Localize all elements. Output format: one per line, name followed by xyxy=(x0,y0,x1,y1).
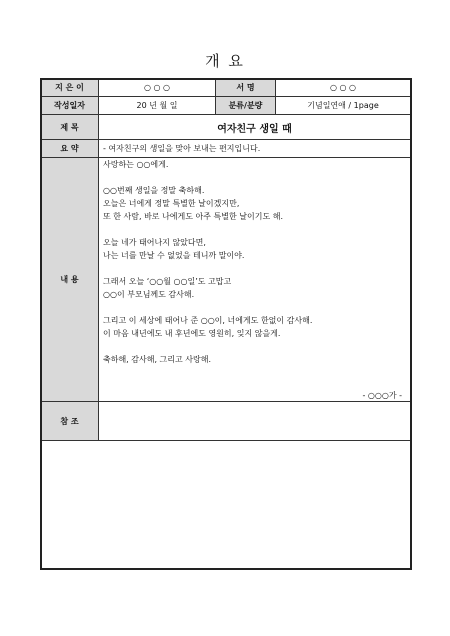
reference-value xyxy=(99,402,411,441)
subject-row xyxy=(41,115,411,140)
letter-line: 그래서 오늘 ‘○○월 ○○일’도 고맙고 xyxy=(103,277,232,286)
summary-value: - 여자친구의 생일을 맞아 보내는 편지입니다. xyxy=(99,140,411,158)
letter-line: 또 한 사람, 바로 나에게도 아주 특별한 날이기도 해. xyxy=(103,212,283,221)
category-label: 분류/분량 xyxy=(216,97,276,115)
category-value: 기념일연애 / 1page xyxy=(276,97,411,115)
letter-gap xyxy=(103,340,406,353)
letter-line: 이 마음 내년에도 내 후년에도 영원히, 잊지 않을게. xyxy=(103,329,281,338)
date-label: 작성일자 xyxy=(41,97,99,115)
letter-line: ○○번째 생일을 정말 축하해. xyxy=(103,186,205,195)
letter-signature: - ○○○가 - xyxy=(362,391,402,400)
reference-row xyxy=(41,402,411,441)
document-title: 개 요 xyxy=(205,52,245,70)
letter-line: 사랑하는 ○○에게. xyxy=(103,160,169,169)
letter-line: 나는 너를 만날 수 없었을 테니까 말이야. xyxy=(103,251,245,260)
summary-label: 요 약 xyxy=(41,140,99,158)
letter-line: ○○이 부모님께도 감사해. xyxy=(103,290,195,299)
letter-gap xyxy=(103,301,406,314)
summary-row xyxy=(41,140,411,158)
letter-line: 오늘 네가 태어나지 않았다면, xyxy=(103,238,206,247)
author-label: 지 은 이 xyxy=(41,79,99,97)
letter-text xyxy=(103,158,406,366)
reference-label: 참 조 xyxy=(41,402,99,441)
signature-value: ○ ○ ○ xyxy=(276,79,411,97)
letter-gap xyxy=(103,262,406,275)
signature-label: 서 명 xyxy=(216,79,276,97)
date-row xyxy=(41,97,411,115)
subject-value: 여자친구 생일 때 xyxy=(99,115,411,140)
content-label: 내 용 xyxy=(41,158,99,402)
letter-gap xyxy=(103,171,406,184)
author-value: ○ ○ ○ xyxy=(99,79,216,97)
subject-label: 제 목 xyxy=(41,115,99,140)
content-body xyxy=(99,158,411,402)
content-row xyxy=(41,158,411,402)
summary-form xyxy=(40,78,411,441)
date-value: 20 년 월 일 xyxy=(99,97,216,115)
letter-line: 오늘은 너에게 정말 특별한 날이겠지만, xyxy=(103,199,240,208)
letter-gap xyxy=(103,223,406,236)
letter-line: 그리고 이 세상에 태어나 준 ○○이, 너에게도 한없이 감사해. xyxy=(103,316,313,325)
author-row xyxy=(41,79,411,97)
letter-line: 축하해, 감사해, 그리고 사랑해. xyxy=(103,355,211,364)
